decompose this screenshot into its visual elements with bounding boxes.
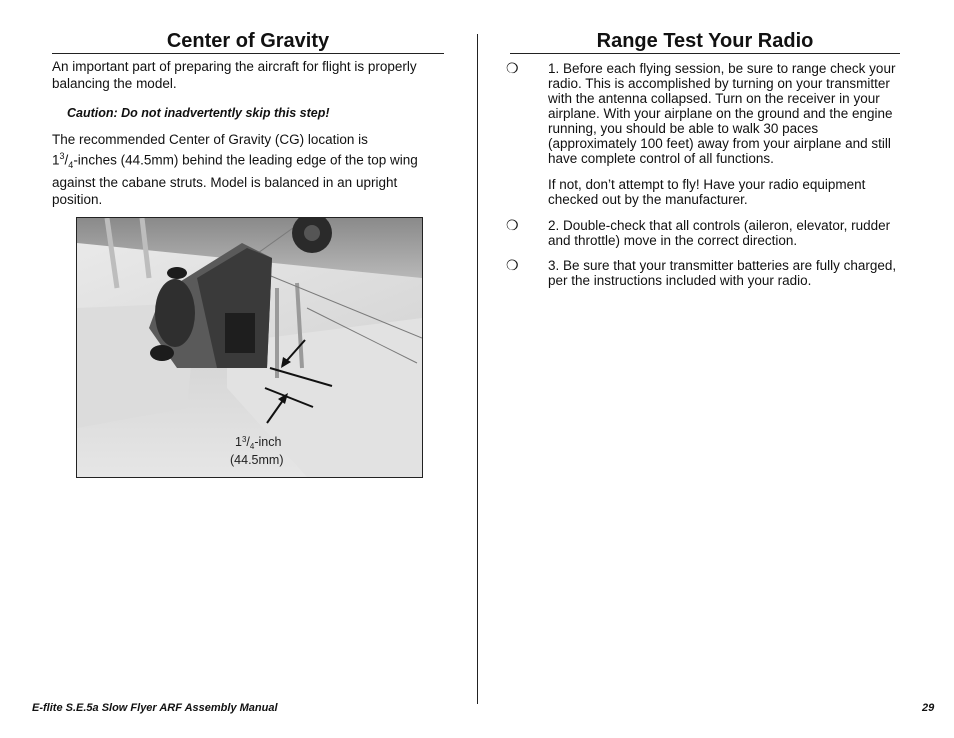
checkbox-icon[interactable]: ❍ [506,60,519,76]
checklist-item-2: 2. Double-check that all controls (aileron, elevator, rudder and throttle) move in the correct direction. [548,218,891,248]
page-number: 29 [922,702,935,714]
cg-location-paragraph: The recommended Center of Gravity (CG) location is $1^3/_4$-inches (44.5mm) behind the leading edge of the top wing against the cabane struts. Model is balanced in an upright position. [52,132,418,208]
cg-measure-label: $1^3/_4$-inch [235,435,282,451]
cg-heading: Center of Gravity [52,28,444,54]
cg-measure-mm: (44.5mm) [230,453,284,467]
checklist-item-1-note: If not, don’t attempt to fly! Have your radio equipment checked out by the manufacturer. [548,177,866,207]
caution-note: Caution: Do not inadvertently skip this step! [67,106,330,120]
checkbox-icon[interactable]: ❍ [506,257,519,273]
cg-balance-photo [76,217,423,478]
range-test-heading: Range Test Your Radio [510,28,900,54]
checklist-item-3: 3. Be sure that your transmitter batteries are fully charged, per the instructions included with your radio. [548,258,897,288]
column-divider [477,34,478,704]
footer-manual-title: E-flite S.E.5a Slow Flyer ARF Assembly Manual [32,702,278,714]
airplane-photo-illustration [77,218,422,477]
cg-rest: -inches (44.5mm) behind the leading edge of the top wing against the cabane struts. Model is balanced in an upright position. [52,152,418,208]
cg-line1: The recommended Center of Gravity (CG) location is [52,132,368,147]
cg-intro-paragraph: An important part of preparing the aircraft for flight is properly balancing the model. [52,59,417,91]
checkbox-icon[interactable]: ❍ [506,217,519,233]
checklist-item-1: 1. Before each flying session, be sure to range check your radio. This is accomplished by turning on your transmitter with the antenna collapsed. Turn on the receiver in your airplane. With your airplane on the ground and the engine running, you should be able to walk 30 paces (approximately 100 feet) away from your airplane and still have complete control of all functions. [548,61,896,166]
